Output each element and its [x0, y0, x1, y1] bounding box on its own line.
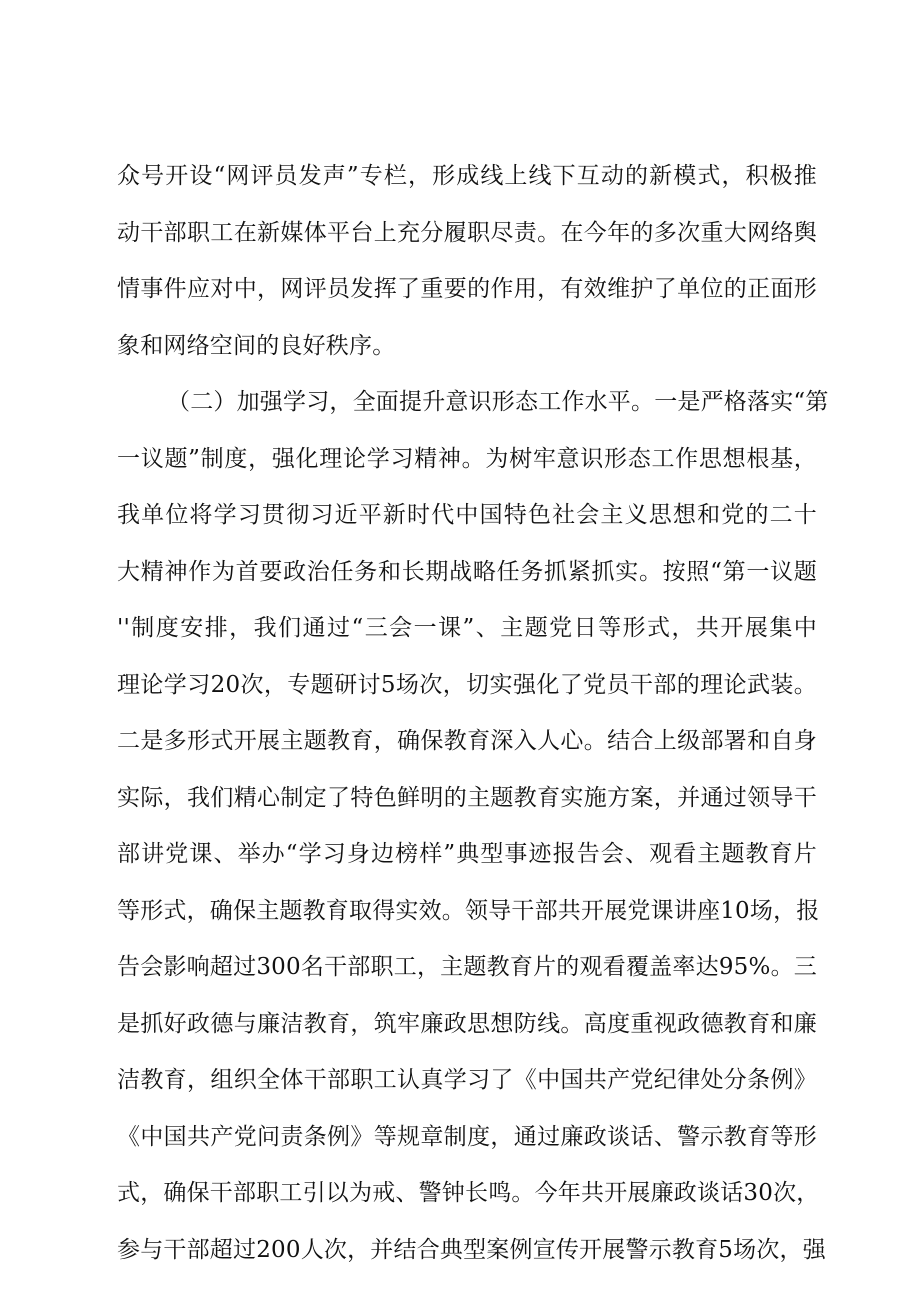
text-line-14: 等形式，确保主题教育取得实效。领导干部共开展党课讲座10场，报 — [117, 898, 820, 924]
text-line-11: 二是多形式开展主题教育，确保教育深入人心。结合上级部署和自身 — [117, 728, 817, 754]
text-line-19: 式，确保干部职工引以为戒、警钟长鸣。今年共开展廉政谈话30次， — [117, 1180, 820, 1206]
text-line-7: 我单位将学习贯彻习近平新时代中国特色社会主义思想和党的二十 — [117, 502, 817, 528]
text-line-8: 大精神作为首要政治任务和长期战略任务抓紧抓实。按照“第一议题 — [117, 559, 817, 585]
text-line-9: ''制度安排，我们通过“三会一课”、主题党日等形式，共开展集中 — [117, 615, 817, 641]
text-line-17: 洁教育，组织全体干部职工认真学习了《中国共产党纪律处分条例》 — [117, 1067, 817, 1093]
text-line-16: 是抓好政德与廉洁教育，筑牢廉政思想防线。高度重视政德教育和廉 — [117, 1011, 817, 1037]
text-line-3: 情事件应对中，网评员发挥了重要的作用，有效维护了单位的正面形 — [117, 276, 817, 302]
text-line-4: 象和网络空间的良好秩序。 — [117, 333, 396, 359]
text-line-10: 理论学习20次，专题研讨5场次，切实强化了党员干部的理论武装。 — [117, 672, 817, 698]
text-line-13: 部讲党课、举办“学习身边榜样”典型事迹报告会、观看主题教育片 — [117, 841, 817, 867]
text-line-2: 动干部职工在新媒体平台上充分履职尽责。在今年的多次重大网络舆 — [117, 220, 817, 246]
text-line-12: 实际，我们精心制定了特色鲜明的主题教育实施方案，并通过领导干 — [117, 785, 817, 811]
text-line-20: 参与干部超过200人次，并结合典型案例宣传开展警示教育5场次，强 — [117, 1237, 826, 1263]
text-line-6: 一议题”制度，强化理论学习精神。为树牢意识形态工作思想根基， — [117, 446, 817, 472]
text-line-15: 告会影响超过300名干部职工，主题教育片的观看覆盖率达95%。三 — [117, 954, 817, 980]
section-heading-line: （二）加强学习，全面提升意识形态工作水平。一是严格落实“第 — [167, 389, 829, 415]
text-line-1: 众号开设“网评员发声”专栏，形成线上线下互动的新模式，积极推 — [117, 163, 817, 189]
text-line-18: 《中国共产党问责条例》等规章制度，通过廉政谈话、警示教育等形 — [117, 1124, 817, 1150]
